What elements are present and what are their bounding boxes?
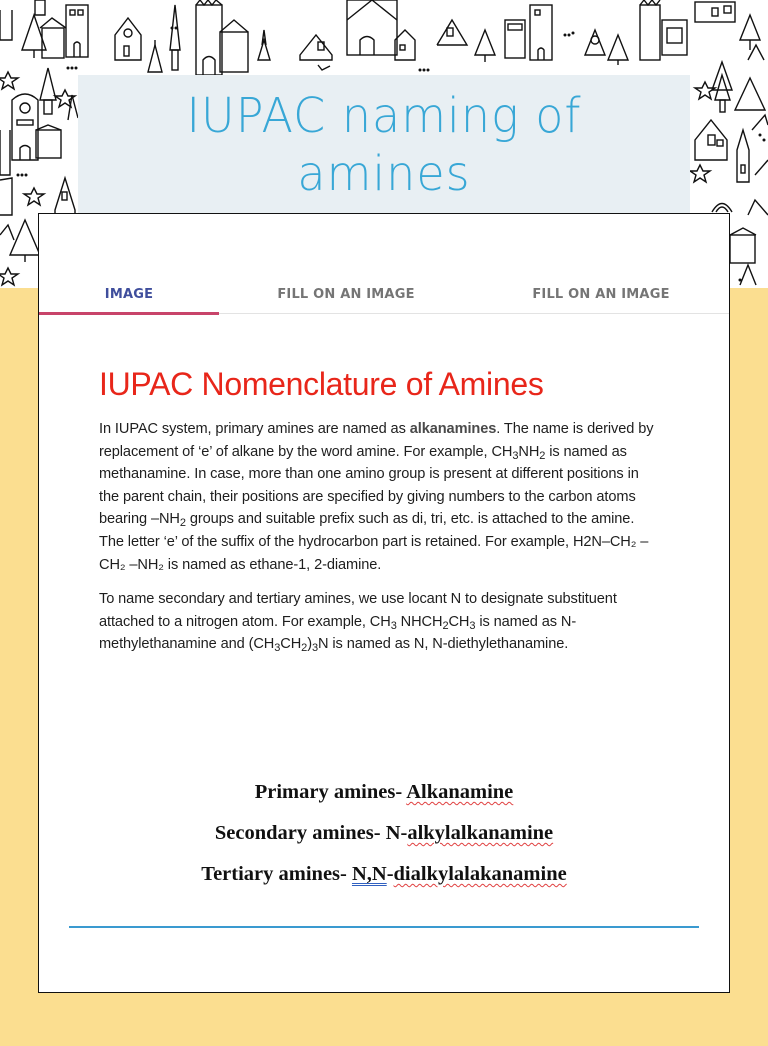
subscript: 3 — [311, 642, 318, 655]
alkanamines-highlight: alkanamines — [409, 421, 497, 437]
para2-text-c: CH — [448, 613, 470, 630]
subscript: 2 — [301, 642, 308, 655]
tab-image[interactable]: IMAGE — [39, 274, 219, 314]
para1-text-a: name is derived by replacement of ‘e’ of alkane by the word amine. For example, CH — [99, 421, 654, 460]
para2-text-d: is named as N-methylethanamine and (CH — [99, 613, 577, 653]
para2-text-a: To name secondary and tertiary amines, we use locant N to designate substituent attached to a nitrogen atom. For example, CH — [99, 591, 617, 630]
para1-text-d: groups and suitable prefix such as di, tri, etc. is attached to the amine. The letter ‘e’ of the suffix of the hydrocarbon part is retained. For example, H2N–CH₂ –CH₂ –NH₂ is named as ethane-1, 2-diamine. — [99, 511, 649, 573]
summary-primary — [39, 772, 729, 813]
para1-text-c: is named as methanamine. In case, more than one amino group is present at different positions in the parent chain, their positions are specified by giving numbers to the carbon atoms bearing –NH — [99, 443, 639, 528]
para2-text-f: ) — [307, 636, 312, 653]
subscript: 3 — [390, 619, 397, 632]
tab-fill-on-an-image-2[interactable]: FILL ON AN IMAGE — [532, 286, 670, 302]
paragraph-secondary-tertiary — [99, 588, 659, 656]
subscript: 2 — [442, 619, 449, 632]
document-image — [99, 364, 659, 656]
para2-text-e: CH — [280, 636, 302, 653]
para2-text-g: N is named as N, N-diethylethanamine. — [318, 636, 569, 653]
amine-summary — [39, 772, 729, 895]
summary-term: Alkanamine — [406, 781, 514, 803]
summary-label: Tertiary amines- — [201, 863, 352, 885]
subscript: 3 — [512, 449, 519, 462]
tab-fill-on-an-image-1[interactable]: FILL ON AN IMAGE — [277, 286, 415, 302]
paragraph-primary-amines — [99, 418, 659, 576]
summary-term: dialkylalakanamine — [393, 863, 567, 885]
tab-bar — [39, 274, 729, 314]
subscript: 3 — [469, 619, 476, 632]
divider-line — [69, 926, 699, 928]
summary-term: alkylalkanamine — [407, 822, 554, 844]
banner-title-line-2: amines — [297, 144, 471, 202]
summary-term: N,N — [351, 863, 387, 885]
subscript: 2 — [539, 449, 546, 462]
content-card — [38, 213, 730, 993]
banner-title-line-1: IUPAC naming of — [186, 86, 582, 144]
summary-label: Primary amines- — [254, 781, 407, 803]
subscript: 2 — [179, 517, 186, 530]
document-title: IUPAC Nomenclature of Amines — [99, 366, 544, 402]
summary-term: N- — [385, 822, 408, 844]
summary-secondary — [39, 813, 729, 854]
para2-text-b: NHCH — [396, 613, 443, 630]
summary-label: Secondary amines- — [214, 822, 386, 844]
subscript: 3 — [274, 642, 281, 655]
para1-intro: In IUPAC system, primary amines are named as — [99, 421, 410, 437]
summary-term: - — [386, 863, 394, 885]
para1-text-b: NH — [518, 443, 540, 460]
para1-line1-end: . The — [496, 421, 529, 437]
title-banner — [78, 75, 690, 213]
summary-tertiary — [39, 854, 729, 895]
